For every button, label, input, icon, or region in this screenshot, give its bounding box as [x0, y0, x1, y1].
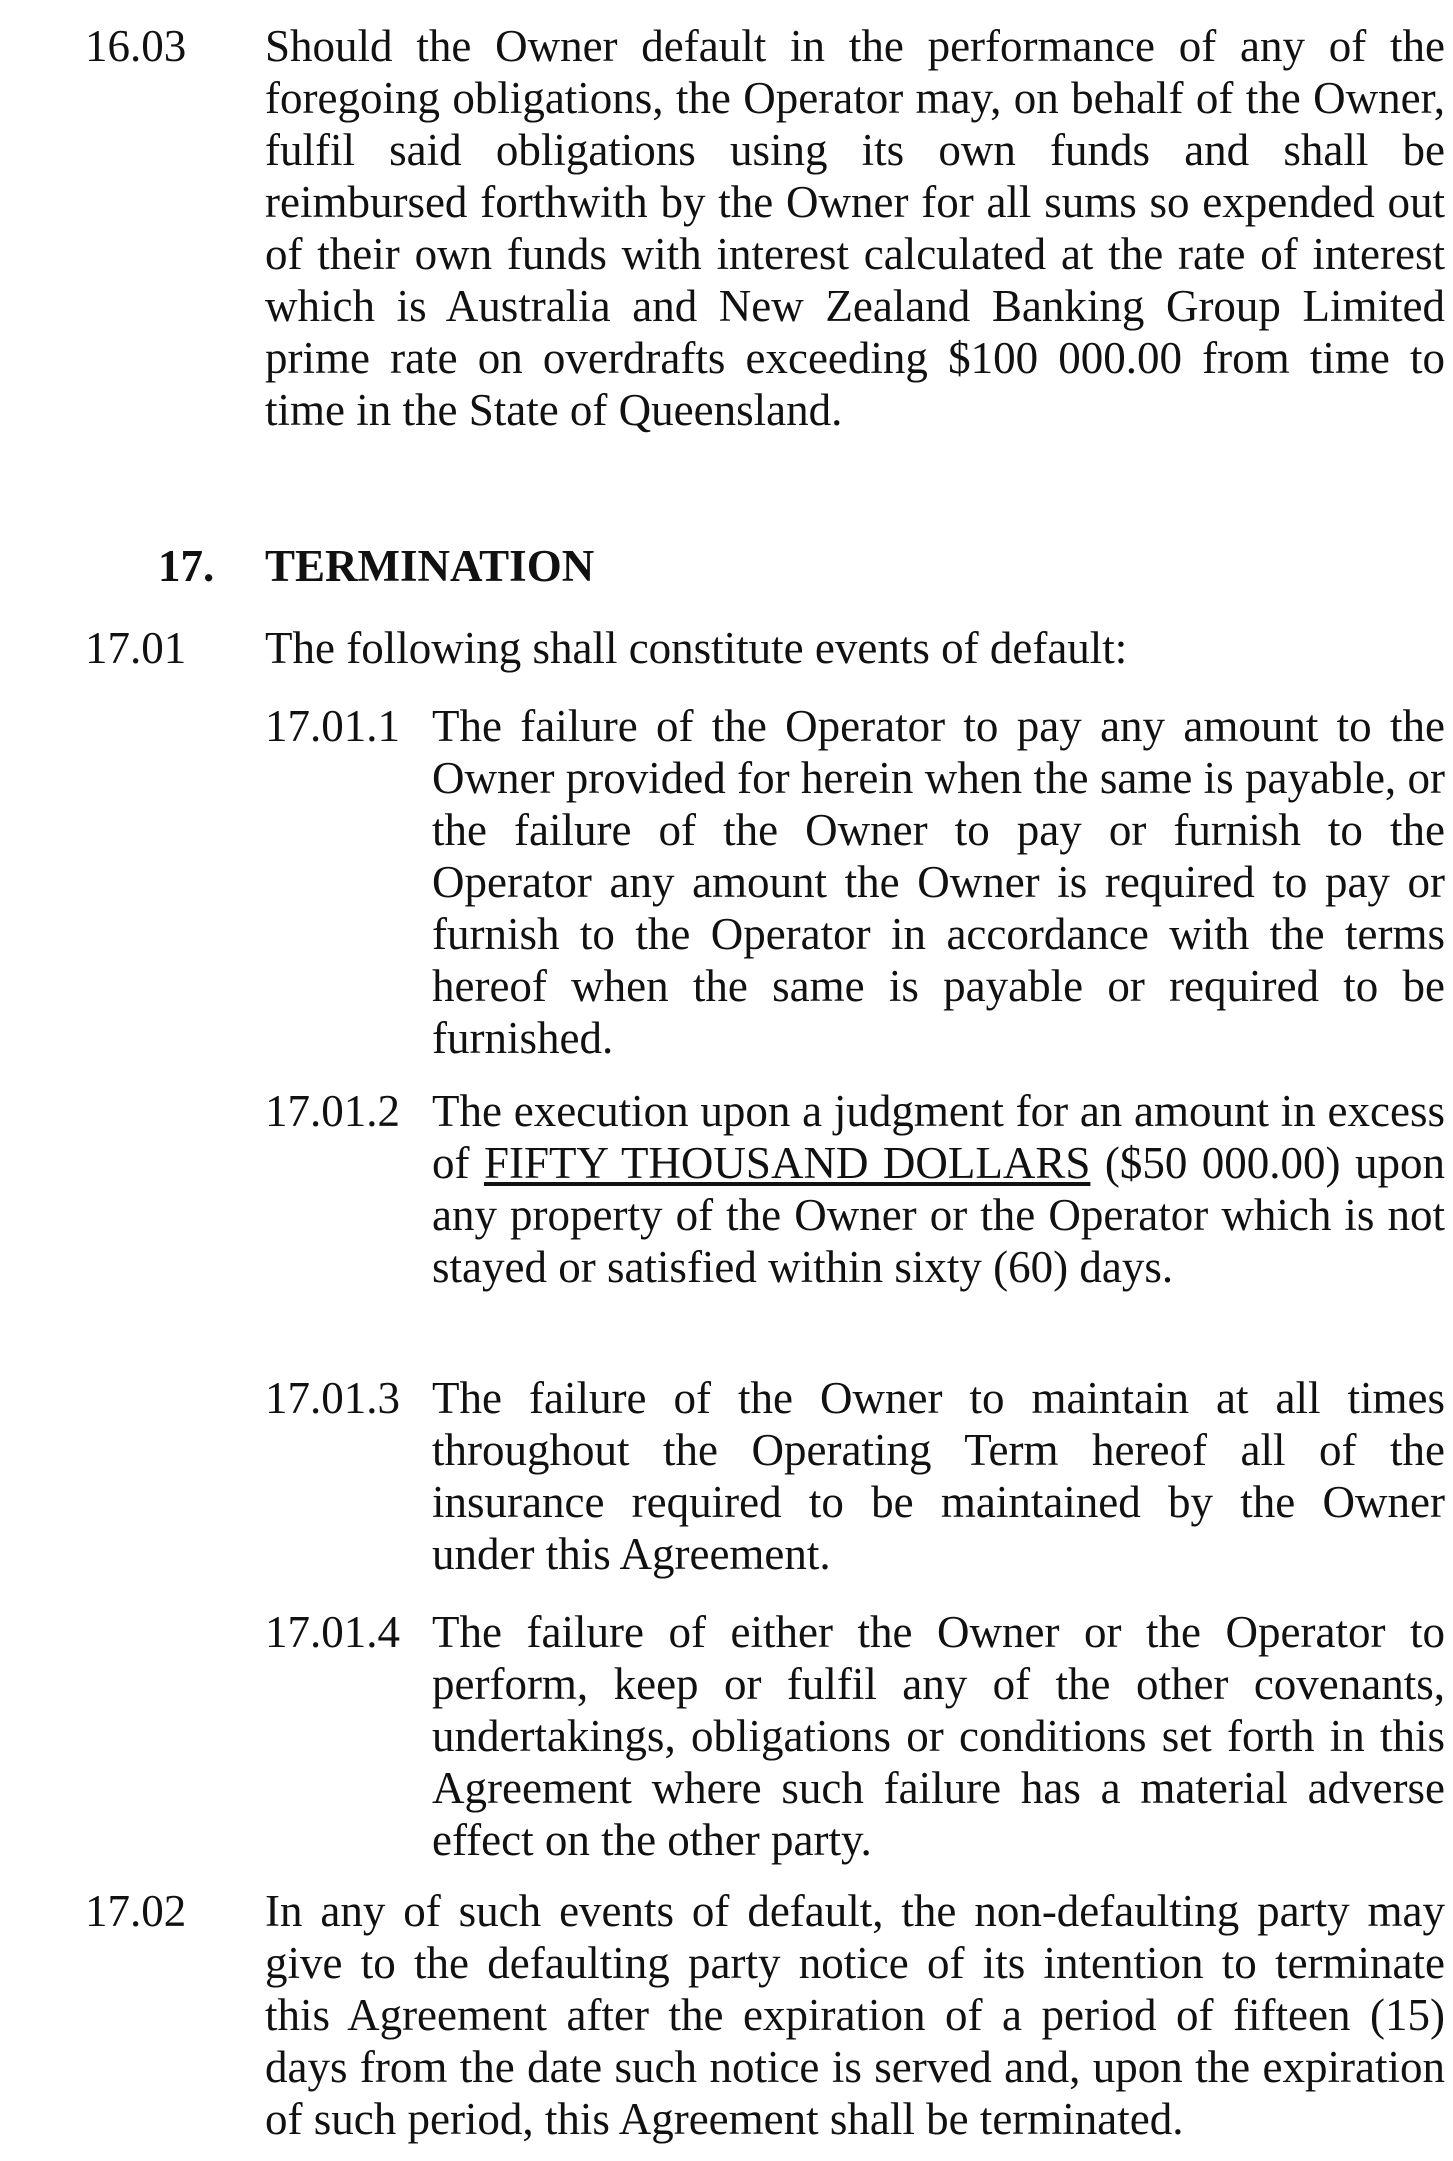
subclause-number: 17.01.3: [265, 1373, 400, 1423]
subclause-number: 17.01.2: [265, 1086, 400, 1136]
subclause-number: 17.01.1: [265, 701, 400, 751]
section-number: 17.: [158, 541, 215, 591]
clause-number: 17.01: [85, 623, 187, 673]
section-17-heading: [158, 540, 214, 592]
clause-text: The following shall constitute events of default:: [265, 623, 1128, 673]
subclause-text: The failure of the Operator to pay any amount to the Owner provided for herein when the same is payable, or the failure of the Owner to pay or furnish to the Operator any amount the Owner is required to pay or furnish to the Operator in accordance with the terms hereof when the same is payable or required to be furnished.: [432, 701, 1445, 1063]
subclause-text: [432, 1085, 1445, 1293]
clause-text: In any of such events of default, the non-defaulting party may give to the defaulting party notice of its intention to terminate this Agreement after the expiration of a period of fifteen (15) days from the date such notice is served and, upon the expiration of such period, this Agreement shall be terminated.: [265, 1886, 1445, 2144]
subclause-text: The failure of the Owner to maintain at all times throughout the Operating Term hereof all of the insurance required to be maintained by the Owner under this Agreement.: [432, 1373, 1445, 1579]
clause-number: 17.02: [85, 1886, 187, 1936]
section-17-title: [265, 540, 594, 592]
text-after: ($50 000.00) upon any property of the Owner or the Operator which is not stayed or satisfied within sixty (60) days.: [432, 1138, 1445, 1292]
clause-text: Should the Owner default in the performance of any of the foregoing obligations, the Operator may, on behalf of the Owner, fulfil said obligations using its own funds and shall be reimbursed forthwith by the Owner for all sums so expended out of their own funds with interest calculated at the rate of interest which is Australia and New Zealand Banking Group Limited prime rate on overdrafts exceeding $100 000.00 from time to time in the State of Queensland.: [265, 21, 1445, 435]
section-title: TERMINATION: [265, 541, 595, 591]
subclause-number: 17.01.4: [265, 1607, 400, 1657]
text-before: The execution upon a judgment for an amount in excess of: [432, 1086, 1445, 1188]
underlined-amount: FIFTY THOUSAND DOLLARS: [483, 1138, 1091, 1188]
clause-number: 16.03: [85, 21, 187, 71]
subclause-text: The failure of either the Owner or the Operator to perform, keep or fulfil any of the other covenants, undertakings, obligations or conditions set forth in this Agreement where such failure has a material adverse effect on the other party.: [432, 1607, 1445, 1865]
